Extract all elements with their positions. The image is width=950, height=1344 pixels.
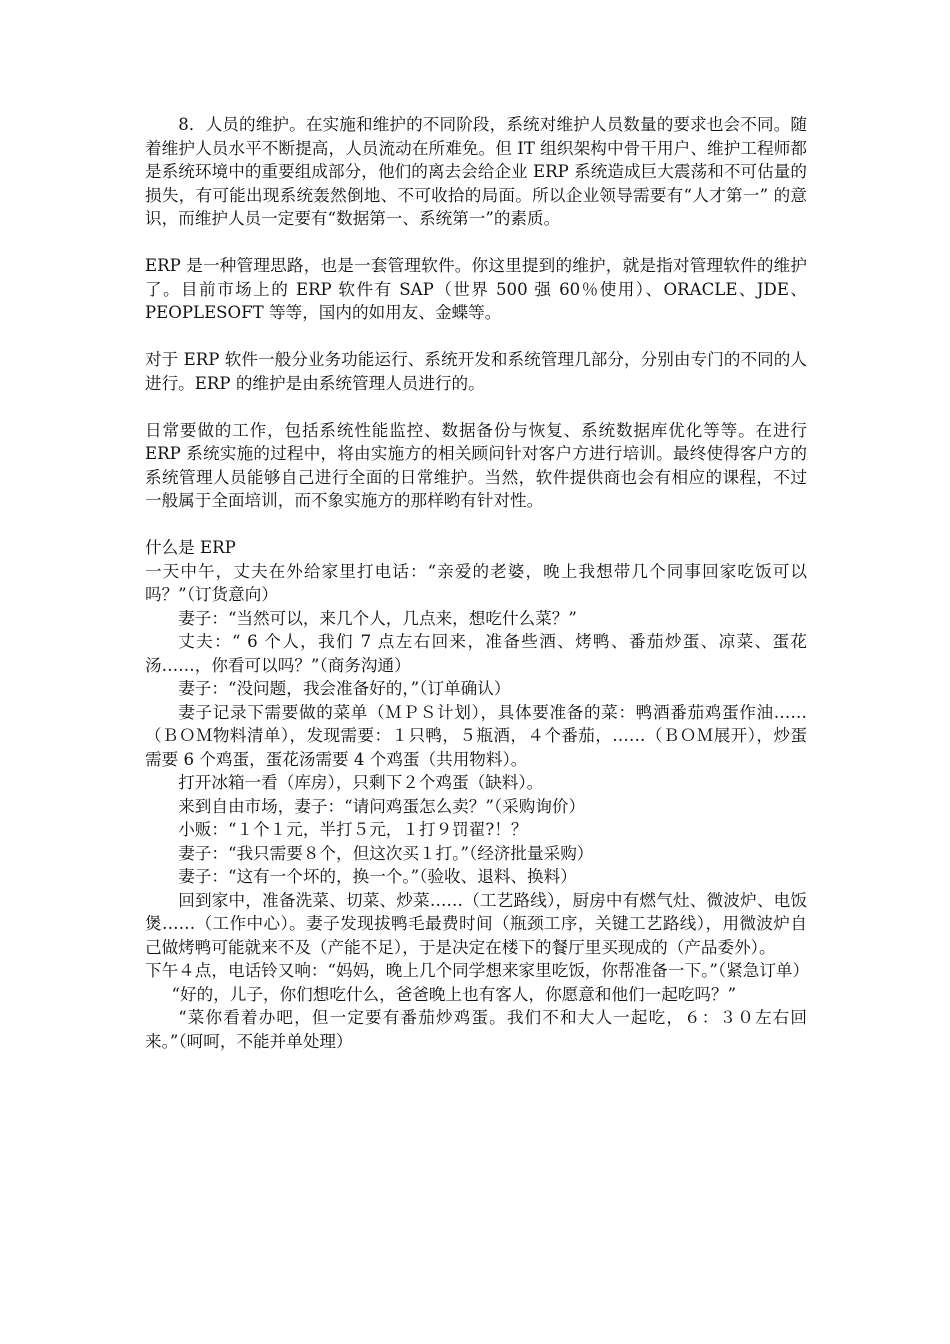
story-line: 妻子记录下需要做的菜单（ＭＰＳ计划），具体要准备的菜：鸭酒番茄鸡蛋作油……（ＢＯＭ物料清单），发现需要：１只鸭，５瓶酒，４个番茄，……（ＢＯＭ展开），炒蛋需要 6 个鸡蛋，蛋花汤需要 4 个鸡蛋（共用物料）。 xyxy=(145,702,807,769)
story-line: 妻子：“没问题，我会准备好的，”（订单确认） xyxy=(178,679,511,698)
story-line: 妻子：“这有一个坏的，换一个。”（验收、退料、换料） xyxy=(178,867,577,886)
story-line: 打开冰箱一看（库房），只剩下２个鸡蛋（缺料）。 xyxy=(178,773,544,792)
story-line: 小贩：“１个１元，半打５元，１打９罚翟?！？ xyxy=(178,820,528,839)
story-line: “菜你看着办吧，但一定要有番茄炒鸡蛋。我们不和大人一起吃，６：３０左右回来。”（呵呵，不能并单处理） xyxy=(145,1008,807,1051)
story-line: “好的，儿子，你们想吃什么，爸爸晚上也有客人，你愿意和他们一起吃吗？” xyxy=(171,984,737,1004)
paragraph-gap xyxy=(145,325,807,349)
section-heading: 什么是 ERP xyxy=(145,538,236,557)
story-line: 下午４点，电话铃又响：“妈妈，晚上几个同学想来家里吃饭，你帮准备一下。”（紧急订单） xyxy=(145,961,810,980)
story-line: 一天中午，丈夫在外给家里打电话：“亲爱的老婆，晚上我想带几个同事回家吃饭可以吗？”（订货意向） xyxy=(145,561,807,604)
paragraph-gap xyxy=(145,395,807,419)
paragraph-erp-roles: 对于 ERP 软件一般分业务功能运行、系统开发和系统管理几部分，分别由专门的不同的人进行。ERP 的维护是由系统管理人员进行的。 xyxy=(145,350,807,393)
document-body xyxy=(145,113,810,1053)
story-line: 妻子：“我只需要８个，但这次买１打。”（经济批量采购） xyxy=(178,843,594,863)
paragraph-personnel-maintenance: 8．人员的维护。在实施和维护的不同阶段，系统对维护人员数量的要求也会不同。随着维护人员水平不断提高，人员流动在所难免。但 IT 组织架构中骨干用户、维护工程师都是系统环境中的重要组成部分，他们的离去会给企业 ERP 系统造成巨大震荡和不可估量的损失，有可能出现系统轰然倒地、不可收拾的局面。所以企业领导需要有“人才第一” 的意识，而维护人员一定要有“数据第一、系统第一”的素质。 xyxy=(145,115,807,228)
story-line: 来到自由市场，妻子：“请问鸡蛋怎么卖？”（采购询价） xyxy=(178,796,586,816)
story-line: 丈夫：“ 6 个人，我们 7 点左右回来，准备些酒、烤鸭、番茄炒蛋、凉菜、蛋花汤……，你看可以吗？”（商务沟通） xyxy=(145,632,807,675)
paragraph-erp-definition: ERP 是一种管理思路，也是一套管理软件。你这里提到的维护，就是指对管理软件的维护了。目前市场上的 ERP 软件有 SAP（世界 500 强 60％使用）、ORACLE、JDE、PEOPLESOFT 等等，国内的如用友、金蝶等。 xyxy=(145,256,807,322)
paragraph-daily-work: 日常要做的工作，包括系统性能监控、数据备份与恢复、系统数据库优化等等。在进行 ERP 系统实施的过程中，将由实施方的相关顾问针对客户方进行培训。最终使得客户方的系统管理人员能够自己进行全面的日常维护。当然，软件提供商也会有相应的课程，不过一般属于全面培训，而不象实施方的那样哟有针对性。 xyxy=(145,420,807,510)
paragraph-gap xyxy=(145,513,807,537)
paragraph-gap xyxy=(145,231,807,255)
story-line: 回到家中，准备洗菜、切菜、炒菜……（工艺路线），厨房中有燃气灶、微波炉、电饭煲……（工作中心）。妻子发现拔鸭毛最费时间（瓶颈工序，关键工艺路线），用微波炉自己做烤鸭可能就来不及（产能不足），于是决定在楼下的餐厅里买现成的（产品委外）。 xyxy=(145,890,807,957)
story-line: 妻子：“当然可以，来几个人，几点来，想吃什么菜？” xyxy=(178,608,577,628)
